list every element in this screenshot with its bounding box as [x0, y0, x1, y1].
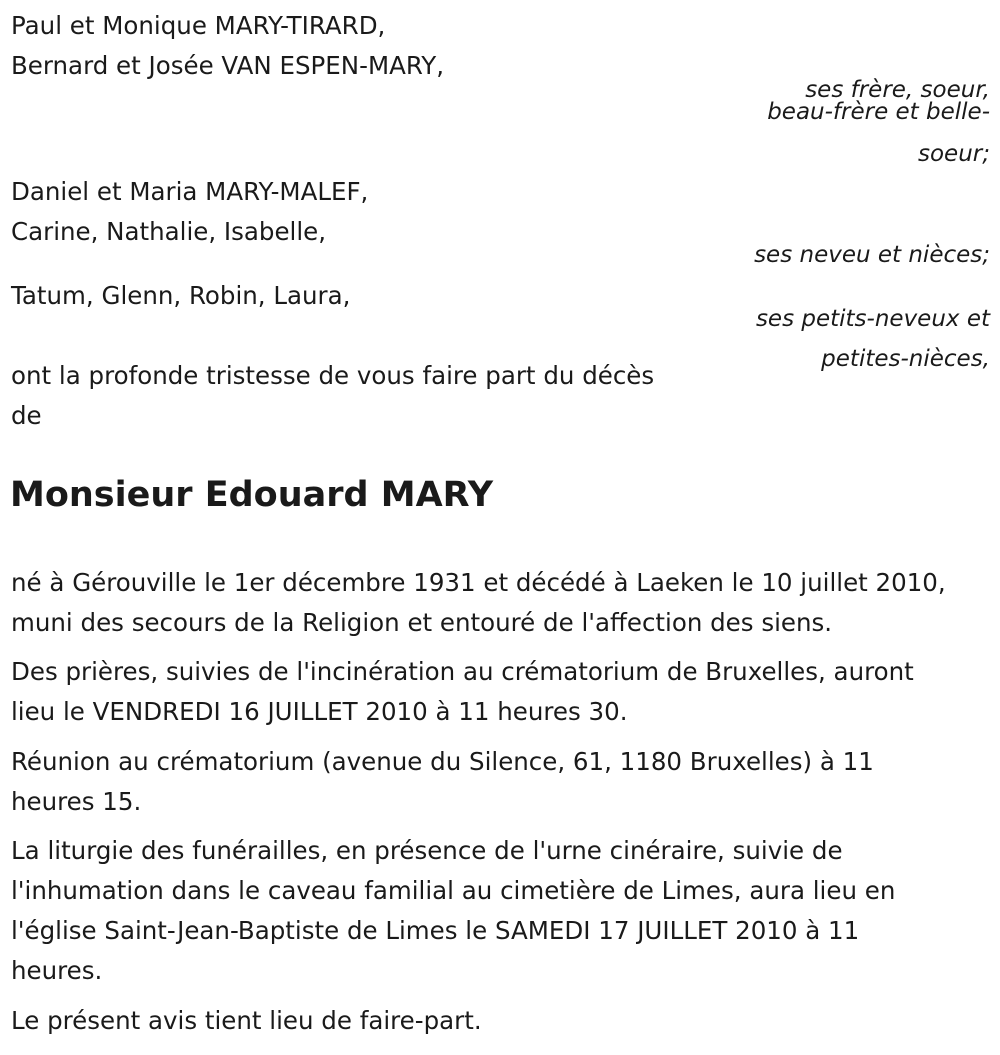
relation-grandnephews-1: ses petits-neveux et: [755, 306, 990, 332]
announcement-line-2: de: [11, 401, 42, 430]
family-line-2: Bernard et Josée VAN ESPEN-MARY,: [11, 51, 445, 80]
liturgy-line-1: La liturgie des funérailles, en présence de l'urne cinéraire, suivie de: [11, 836, 843, 865]
announcement-line-1: ont la profonde tristesse de vous faire part du décès: [11, 361, 655, 390]
birth-death-line-1: né à Gérouville le 1er décembre 1931 et décédé à Laeken le 10 juillet 2010,: [11, 568, 946, 597]
notice-line: Le présent avis tient lieu de faire-part.: [11, 1006, 482, 1035]
relation-siblings-2: beau-frère et belle-: [767, 99, 990, 125]
relation-siblings-1: ses frère, soeur,: [805, 77, 990, 103]
liturgy-line-2: l'inhumation dans le caveau familial au cimetière de Limes, aura lieu en: [11, 876, 896, 905]
deceased-name: Monsieur Edouard MARY: [10, 475, 494, 515]
prayers-line-2: lieu le VENDREDI 16 JUILLET 2010 à 11 heures 30.: [11, 697, 628, 726]
meeting-line-1: Réunion au crématorium (avenue du Silence, 61, 1180 Bruxelles) à 11: [11, 747, 874, 776]
prayers-line-1: Des prières, suivies de l'incinération au crématorium de Bruxelles, auront: [11, 657, 914, 686]
relation-nephews: ses neveu et nièces;: [754, 242, 990, 268]
family-line-5: Tatum, Glenn, Robin, Laura,: [11, 281, 351, 310]
relation-siblings-3: soeur;: [918, 141, 990, 167]
family-line-4: Carine, Nathalie, Isabelle,: [11, 217, 327, 246]
family-line-3: Daniel et Maria MARY-MALEF,: [11, 177, 369, 206]
relation-grandnephews-2: petites-nièces,: [821, 346, 990, 372]
birth-death-line-2: muni des secours de la Religion et entouré de l'affection des siens.: [11, 608, 833, 637]
liturgy-line-4: heures.: [11, 956, 103, 985]
meeting-line-2: heures 15.: [11, 787, 142, 816]
family-line-1: Paul et Monique MARY-TIRARD,: [11, 11, 386, 40]
liturgy-line-3: l'église Saint-Jean-Baptiste de Limes le SAMEDI 17 JUILLET 2010 à 11: [11, 916, 860, 945]
